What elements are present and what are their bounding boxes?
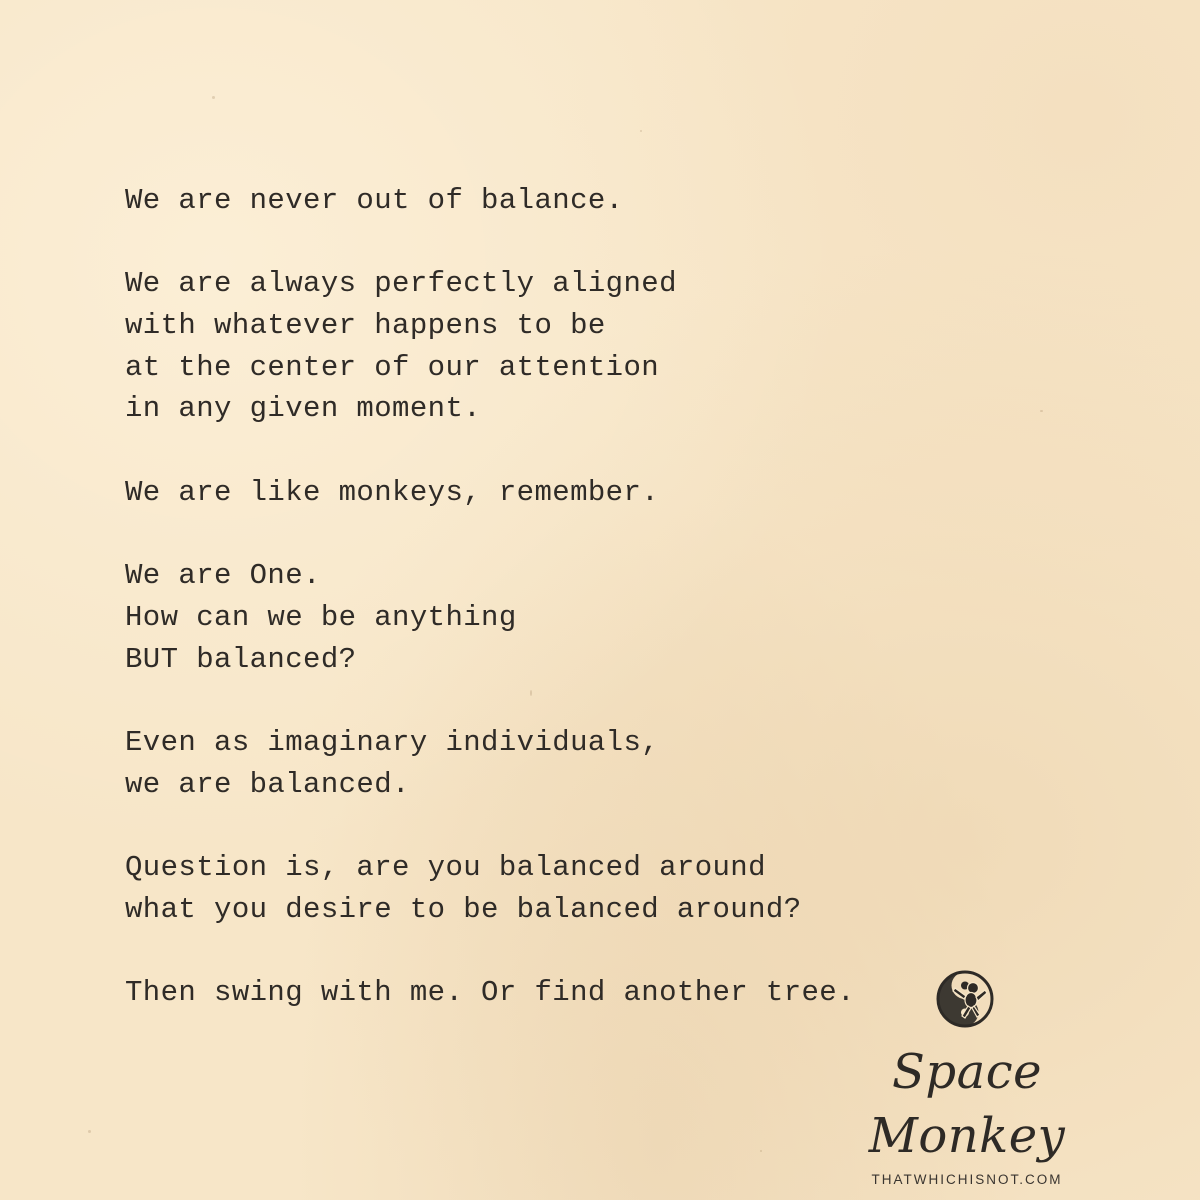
poem-line: We are never out of balance. xyxy=(125,184,624,217)
poem-line: Question is, are you balanced around xyxy=(125,851,766,884)
poem-line: We are One. xyxy=(125,559,321,593)
poem-line: We are always perfectly aligned xyxy=(125,267,677,301)
poem-closing-line: Then swing with me. Or find another tree. xyxy=(125,976,855,1010)
paper-speck xyxy=(760,1150,762,1152)
poem-line: in any given moment. xyxy=(125,392,482,426)
paper-speck xyxy=(640,130,642,132)
poem-line: BUT balanced? xyxy=(125,642,357,676)
poem-line: at the center of our attention xyxy=(125,350,660,384)
poem-line-blank xyxy=(125,430,1025,472)
brand-url: THATWHICHISNOT.COM xyxy=(871,1172,1063,1187)
paper-speck xyxy=(212,96,215,99)
poem-line-blank xyxy=(125,680,1025,722)
poem-line: Even as imaginary individuals, xyxy=(125,725,660,759)
poem-line-blank xyxy=(125,805,1025,847)
poem-line-blank xyxy=(125,222,1025,264)
poem-line-blank xyxy=(125,930,1025,972)
paper-speck xyxy=(88,1130,91,1133)
poem-line: what you desire to be balanced around? xyxy=(125,892,802,926)
brand-name: Space Monkey xyxy=(868,1044,1066,1164)
monkey-yin-yang-icon xyxy=(933,968,997,1030)
poem-text xyxy=(125,180,1025,1014)
poem-line: we are balanced. xyxy=(125,767,410,801)
poem-line: How can we be anything xyxy=(125,600,517,634)
paper-speck xyxy=(1040,410,1043,412)
poem-line-blank xyxy=(125,514,1025,556)
poem-line: We are like monkeys, remember. xyxy=(125,475,660,509)
brand-signature xyxy=(812,1040,1122,1187)
poem-line: with whatever happens to be xyxy=(125,309,606,343)
